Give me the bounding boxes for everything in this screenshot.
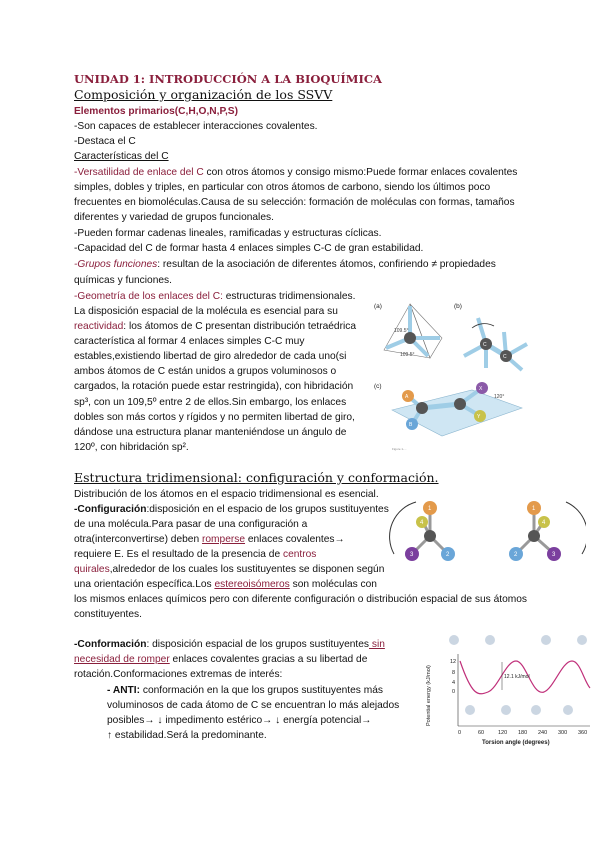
enantiomer-left xyxy=(390,501,455,561)
angle-label: 109.5° xyxy=(400,352,415,358)
x-axis-label: Torsion angle (degrees) xyxy=(482,740,550,746)
text-line xyxy=(74,653,367,666)
atom-label: B xyxy=(409,422,413,428)
figure-label-c: (c) xyxy=(374,383,382,390)
section-heading-structure: Estructura tridimensional: configuración y conformación. xyxy=(74,470,439,485)
atom-label: C xyxy=(483,342,487,348)
newman-projection-top-row xyxy=(449,635,587,645)
x-tick: 180 xyxy=(518,730,528,736)
chiral-centers-term: centros xyxy=(282,549,317,560)
text-line xyxy=(74,563,384,576)
chiral-term: quirales xyxy=(74,564,110,575)
text-line: voluminosos de cada átomo de C se encuentran lo más alejados xyxy=(107,700,400,711)
enantiomer-right xyxy=(509,501,586,561)
substituent-label: 2 xyxy=(446,552,450,558)
sin-term: sin xyxy=(369,639,385,650)
text-line: -Destaca el C xyxy=(74,136,136,147)
text-line: de una molécula.Para pasar de una configuración a xyxy=(74,519,308,530)
groups-text: : resultan de la asociación de diferentes átomos, confiriendo ≠ propiedades xyxy=(157,259,496,270)
text-line xyxy=(74,638,385,651)
atom-label: A xyxy=(405,394,409,400)
conformation-label: -Conformación xyxy=(74,639,147,650)
text-line xyxy=(74,503,389,516)
text-span: una orientación específica.Los xyxy=(74,579,215,590)
conformation-energy-figure xyxy=(412,626,592,766)
necessity-term: necesidad de romper xyxy=(74,654,170,665)
romperse-word: romperse xyxy=(201,534,246,545)
substituent-label: 4 xyxy=(420,520,424,526)
text-line: sp³, con un 109,5º entre 2 de ellos.Sin embargo, los enlaces xyxy=(74,397,347,408)
reactivity-label: reactividad xyxy=(74,321,124,332)
carbon-geometry-figure xyxy=(372,298,532,456)
text-line xyxy=(74,533,345,546)
geometry-label: -Geometría de los enlaces del C: xyxy=(74,291,223,302)
text-line: -Son capaces de establecer interacciones covalentes. xyxy=(74,121,318,132)
text-span: : disposición espacial de los grupos sustituyentes xyxy=(146,639,370,650)
atom-label: Y xyxy=(477,414,481,420)
substituent-label: 2 xyxy=(514,552,518,558)
text-line: 120º, con hibridación sp². xyxy=(74,442,189,453)
substituent-label: 1 xyxy=(428,506,432,512)
configuration-text: :disposición en el espacio de los grupos sustituyentes xyxy=(146,504,389,515)
substituent-label: 4 xyxy=(542,520,546,526)
text-line: diferentes y variedad de grupos funcionales. xyxy=(74,212,274,223)
carbon-pair-diagram xyxy=(464,318,527,370)
text-span: ,alrededor de los cuales los sustituyentes se disponen según xyxy=(109,564,385,575)
reactivity-text: : los átomos de C presentan distribución tetraédrica xyxy=(123,321,357,332)
angle-label: 109.5° xyxy=(394,328,409,334)
text-line xyxy=(74,290,355,303)
text-line xyxy=(74,578,377,591)
y-axis-label: Potential energy (kJ/mol) xyxy=(426,665,432,726)
y-tick: 4 xyxy=(452,680,456,686)
text-line xyxy=(107,684,383,697)
barrier-label: 12.1 kJ/mol xyxy=(504,674,530,680)
atom-label: C xyxy=(503,354,507,360)
text-span: otra(interconvertirse) deben xyxy=(74,534,202,545)
text-line: -Pueden formar cadenas lineales, ramificadas y estructuras cíclicas. xyxy=(74,228,382,239)
characteristics-heading: Características del C xyxy=(74,151,169,162)
text-line: característica al formar 4 enlaces simples C-C muy xyxy=(74,336,305,347)
stereoisomers-term: estereoisómeros xyxy=(214,579,290,590)
substituent-label: 3 xyxy=(410,552,414,558)
text-line: posibles→ ↓ impedimento estérico→ ↓ energía potencial→ xyxy=(107,715,372,726)
substituent-label: 1 xyxy=(532,506,536,512)
text-span: conformación en la que los grupos sustituyentes más xyxy=(140,685,383,696)
section-heading-composition: Composición y organización de los SSVV xyxy=(74,87,333,102)
text-line: Distribución de los átomos en el espacio tridimensional es esencial. xyxy=(74,489,379,500)
text-line: frecuentes en biomoléculas.Causa de su selección: formación de moléculas con formas, tamaños xyxy=(74,197,515,208)
text-line: rotación.Conformaciones extremas de interés: xyxy=(74,669,283,680)
text-line: los mismos enlaces químicos pero con diferente configuración o distribución espacial de sus átomos xyxy=(74,594,528,605)
substituent-label: 3 xyxy=(552,552,556,558)
x-tick: 360 xyxy=(578,730,588,736)
x-tick: 0 xyxy=(458,730,462,736)
x-tick: 120 xyxy=(498,730,508,736)
newman-projection-bottom-row xyxy=(465,705,573,715)
text-span: enlaces covalentes gracias a su libertad de xyxy=(169,654,368,665)
figure-credit: Figure 1-... xyxy=(392,447,407,451)
text-span: son moléculas con xyxy=(289,579,377,590)
configuration-label: -Configuración xyxy=(74,504,147,515)
text-line: ambos átomos de C están unidos a grupos voluminosos o xyxy=(74,366,337,377)
enantiomers-figure xyxy=(386,494,586,584)
versatility-label: -Versatilidad de enlace del C xyxy=(74,167,204,178)
text-line: simples, dobles y triples, en particular con otros átomos de carbono, siendo los últimos poco xyxy=(74,182,491,193)
text-line xyxy=(74,258,496,271)
text-line xyxy=(74,548,316,561)
text-line: ↑ estabilidad.Será la predominante. xyxy=(107,730,267,741)
text-line: constituyentes. xyxy=(74,609,142,620)
text-line: cargados, la rotación puede estar restringida), con hibridación xyxy=(74,381,354,392)
text-line: La disposición espacial de la molécula es esencial para su xyxy=(74,306,338,317)
figure-label-a: (a) xyxy=(374,303,382,310)
geometry-text: estructuras tridimensionales. xyxy=(222,291,356,302)
x-tick: 60 xyxy=(478,730,485,736)
anti-label: - ANTI: xyxy=(107,685,141,696)
atom-label: X xyxy=(479,386,483,392)
angle-label: 120° xyxy=(494,394,505,400)
groups-label: -Grupos funciones xyxy=(74,259,158,270)
text-line: dobles son más cortos y rígidos y no permiten libertad de giro, xyxy=(74,412,355,423)
text-line xyxy=(74,320,356,333)
y-tick: 12 xyxy=(450,659,457,665)
primary-elements-label: Elementos primarios(C,H,O,N,P,S) xyxy=(74,106,238,117)
text-span: enlaces covalentes→ xyxy=(245,534,345,545)
text-line: químicas y funciones. xyxy=(74,275,172,286)
y-tick: 0 xyxy=(452,689,456,695)
unit-title: UNIDAD 1: INTRODUCCIÓN A LA BIOQUÍMICA xyxy=(74,72,382,86)
text-line: estables,existiendo libertad de giro alrededor de cada uno(si xyxy=(74,351,347,362)
x-tick: 240 xyxy=(538,730,548,736)
text-line: -Capacidad del C de formar hasta 4 enlaces simples C-C de gran estabilidad. xyxy=(74,243,424,254)
versatility-text: con otros átomos y consigo mismo:Puede formar enlaces covalentes xyxy=(203,167,518,178)
text-span: requiere E. Es el resultado de la presencia de xyxy=(74,549,283,560)
y-tick: 8 xyxy=(452,670,456,676)
text-line: dándose una estructura planar manteniéndose un ángulo de xyxy=(74,427,347,438)
planar-diagram xyxy=(392,382,522,451)
text-line xyxy=(74,166,517,179)
x-tick: 300 xyxy=(558,730,568,736)
figure-label-b: (b) xyxy=(454,303,462,310)
tetrahedron-diagram xyxy=(384,304,442,358)
